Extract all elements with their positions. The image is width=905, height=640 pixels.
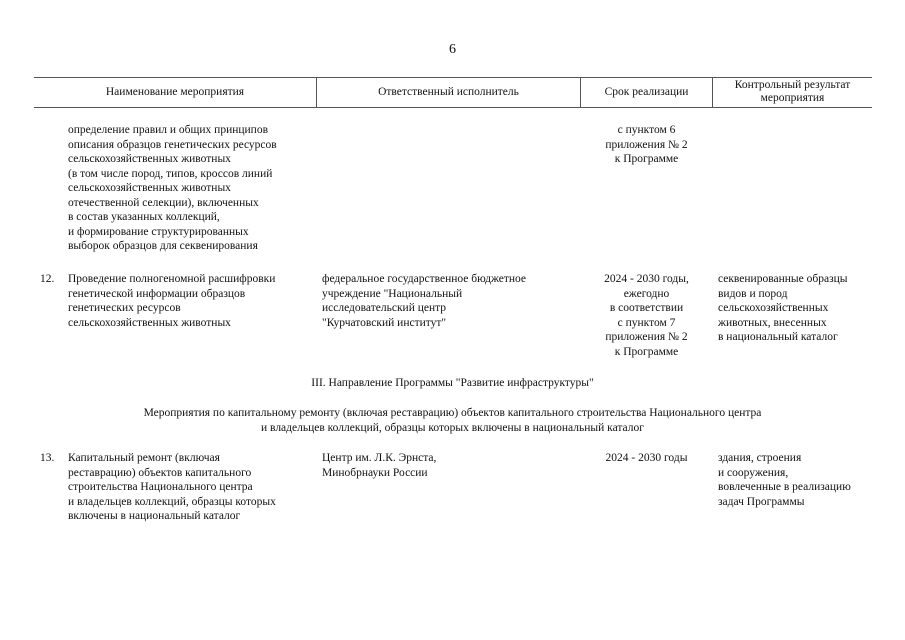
continuation-term-cell: с пунктом 6 приложения № 2 к Программе [605,124,688,165]
row-name-cell: Проведение полногеномной расшифровки генетической информации образцов генетических ресурсов сельскохозяйственных животных [68,273,276,329]
column-header-executor [317,77,580,107]
subsection-title: Мероприятия по капитальному ремонту (включая реставрацию) объектов капитального строительства Национального центра и владельцев коллекций, образцы которых включены в национальный каталог [143,407,762,434]
header-bottom-rule [34,107,872,108]
row-number: 12. [40,273,55,285]
column-header-result-label: Контрольный результат мероприятия [734,79,851,104]
row-term-cell: 2024 - 2030 годы, ежегодно в соответствии с пунктом 7 приложения № 2 к Программе [604,273,689,358]
column-header-executor-label: Ответственный исполнитель [378,85,519,98]
continuation-name-cell: определение правил и общих принципов описания образцов генетических ресурсов сельскохозяйственных животных (в том числе пород, типов, кроссов линий сельскохозяйственных животных отечественной селекции), включенных в состав указанных коллекций, и формирование структурированных выборок образцов для секвенирования [68,124,277,252]
column-header-result [713,77,872,107]
row-result-cell: секвенированные образцы видов и пород сельскохозяйственных животных, внесенных в национальный каталог [718,273,848,343]
row-number: 13. [40,452,55,464]
row-executor-cell: Центр им. Л.К. Эрнста, Минобрнауки России [322,452,437,479]
column-header-term [581,77,712,107]
row-name-cell: Капитальный ремонт (включая реставрацию) объектов капитального строительства Национального центра и владельцев коллекций, образцы которых включены в национальный каталог [68,452,276,522]
column-header-name [34,77,316,107]
row-term-cell: 2024 - 2030 годы [605,452,688,464]
page-number: 6 [449,42,456,57]
row-result-cell: здания, строения и сооружения, вовлеченные в реализацию задач Программы [718,452,851,508]
section-title: III. Направление Программы "Развитие инфраструктуры" [311,377,594,389]
row-executor-cell: федеральное государственное бюджетное учреждение "Национальный исследовательский центр "Курчатовский институт" [322,273,527,329]
column-header-term-label: Срок реализации [604,85,689,98]
column-header-name-label: Наименование мероприятия [105,85,245,98]
